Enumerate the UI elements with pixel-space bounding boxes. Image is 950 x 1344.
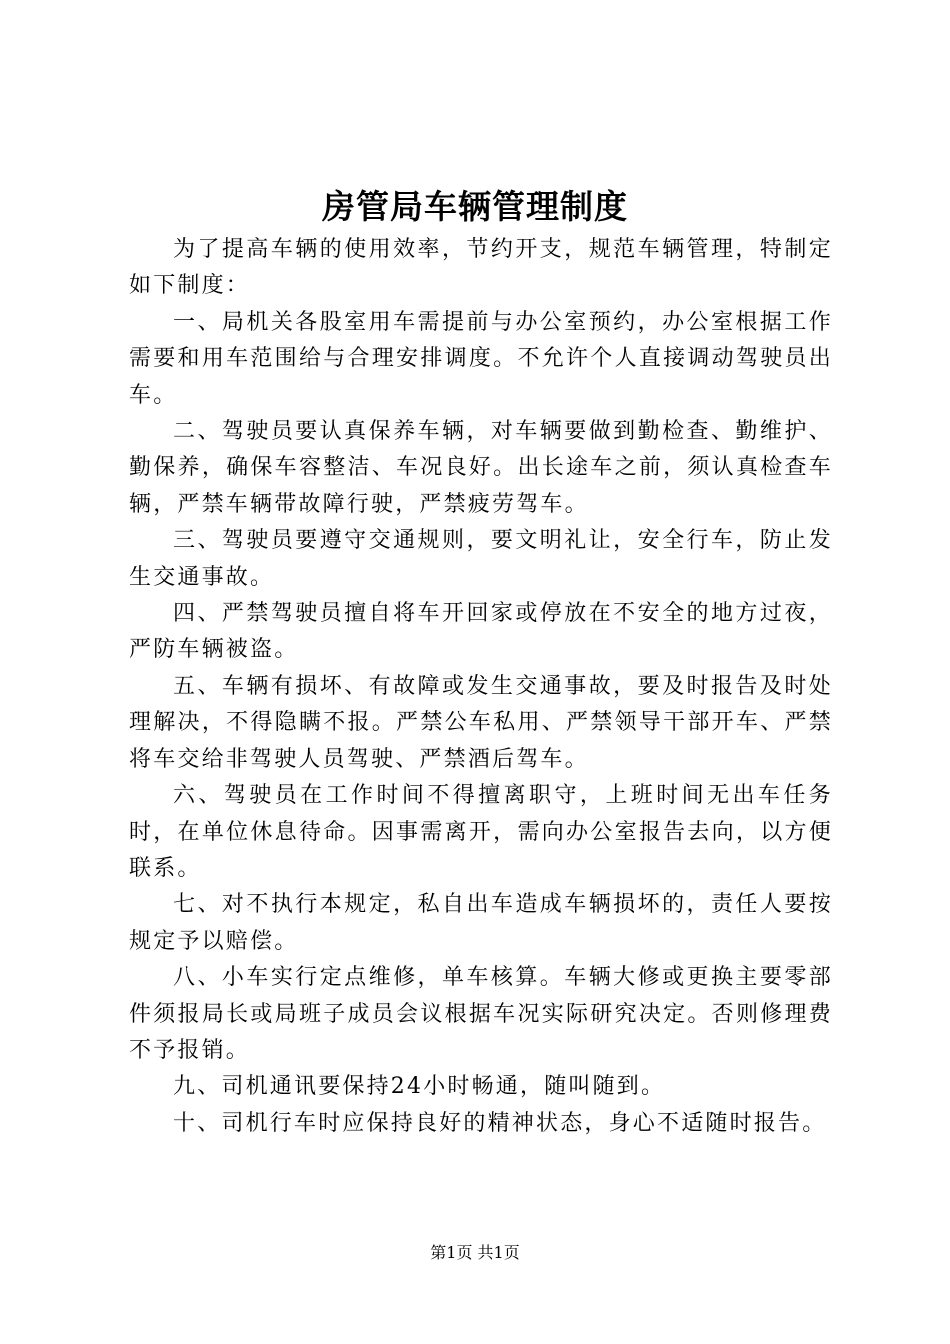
paragraph-rule-9: 九、司机通讯要保持24小时畅通，随叫随到。 (173, 1074, 666, 1100)
paragraph-rule-7: 七、对不执行本规定，私自出车造成车辆损坏的，责任人要按规定予以赔偿。 (129, 892, 833, 954)
paragraph-rule-6: 六、驾驶员在工作时间不得擅离职守，上班时间无出车任务时，在单位休息待命。因事需离开，需向办公室报告去向，以方便联系。 (129, 783, 833, 881)
paragraph-rule-5: 五、车辆有损坏、有故障或发生交通事故，要及时报告及时处理解决，不得隐瞒不报。严禁公车私用、严禁领导干部开车、严禁将车交给非驾驶人员驾驶、严禁酒后驾车。 (129, 673, 833, 772)
paragraph-intro: 为了提高车辆的使用效率，节约开支，规范车辆管理，特制定如下制度： (129, 237, 833, 299)
page-footer: 第1页 共1页 (430, 1243, 520, 1262)
paragraph-rule-10: 十、司机行车时应保持良好的精神状态，身心不适随时报告。 (173, 1110, 827, 1136)
paragraph-rule-2: 二、驾驶员要认真保养车辆，对车辆要做到勤检查、勤维护、勤保养，确保车容整洁、车况良好。出长途车之前，须认真检查车辆，严禁车辆带故障行驶，严禁疲劳驾车。 (129, 419, 833, 517)
document-body (129, 232, 833, 1142)
paragraph-rule-4: 四、严禁驾驶员擅自将车开回家或停放在不安全的地方过夜，严防车辆被盗。 (129, 601, 833, 663)
document-title: 房管局车辆管理制度 (322, 187, 628, 226)
paragraph-rule-8: 八、小车实行定点维修，单车核算。车辆大修或更换主要零部件须报局长或局班子成员会议根据车况实际研究决定。否则修理费不予报销。 (129, 965, 833, 1063)
paragraph-rule-1: 一、局机关各股室用车需提前与办公室预约，办公室根据工作需要和用车范围给与合理安排调度。不允许个人直接调动驾驶员出车。 (129, 309, 833, 408)
paragraph-rule-3: 三、驾驶员要遵守交通规则，要文明礼让，安全行车，防止发生交通事故。 (129, 528, 833, 590)
